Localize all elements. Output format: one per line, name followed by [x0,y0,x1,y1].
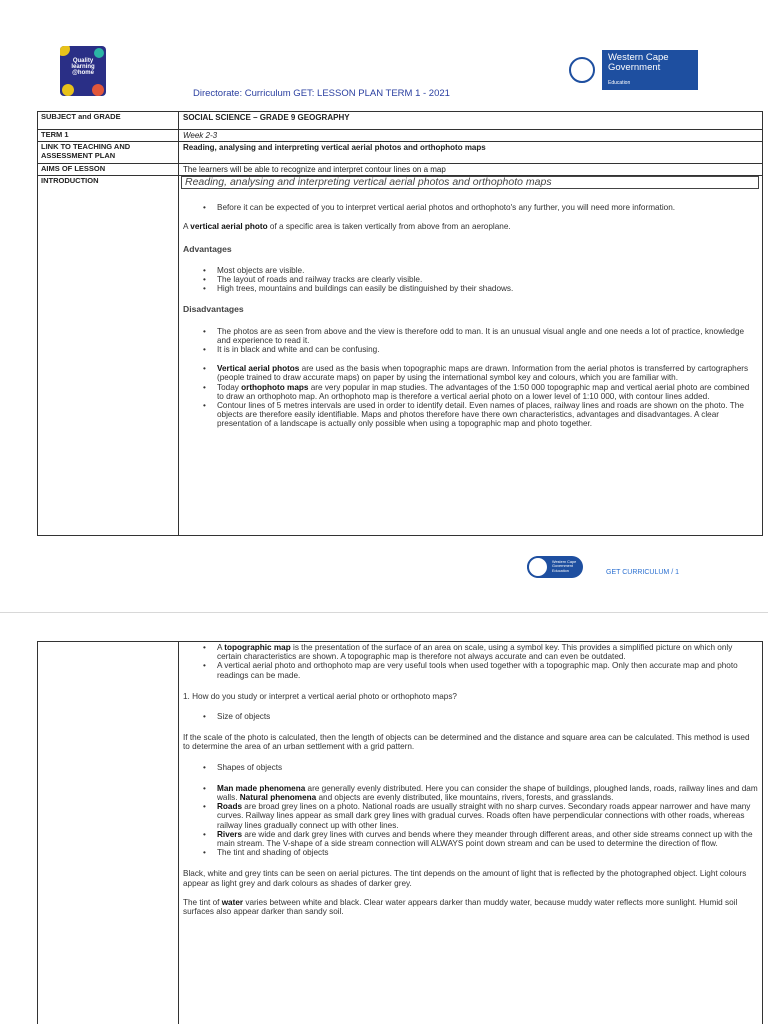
shapes-list [183,763,758,772]
subject-value: SOCIAL SCIENCE – GRADE 9 GEOGRAPHY [179,112,763,130]
list-item: • The photos are as seen from above and the view is therefore odd to man. It is an unusual visual angle and one needs a lot of practice, knowledge and experience to read it. [183,327,758,345]
list-item: • Most objects are visible. [183,266,758,275]
footer-wcg-logo: Western Cape Government Education [527,556,583,578]
continued-content [179,642,763,1024]
introduction-content [179,176,763,536]
definition-term: vertical aerial photo [190,222,268,232]
list-item: • It is in black and white and can be confusing. [183,345,758,354]
introduction-heading: Reading, analysing and interpreting vertical aerial photos and orthophoto maps [181,176,759,189]
link-label: LINK TO TEACHING AND ASSESSMENT PLAN [38,142,179,164]
link-value: Reading, analysing and interpreting vertical aerial photos and orthophoto maps [179,142,763,164]
aims-label: AIMS OF LESSON [38,164,179,176]
list-item: • A vertical aerial photo and orthophoto map are very useful tools when used together with a topographic map. Only then accurate map and photo readings can be made. [183,661,758,679]
question-heading: 1. How do you study or interpret a vertical aerial photo or orthophoto maps? [183,691,457,701]
list-item: • The layout of roads and railway tracks are clearly visible. [183,275,758,284]
logo-line-western-cape: Western Cape [608,52,669,63]
list-item: • High trees, mountains and buildings can easily be distinguished by their shadows. [183,284,758,293]
advantages-list [183,266,758,294]
western-cape-government-logo [562,50,698,90]
list-item: • Today orthophoto maps are very popular in map studies. The advantages of the 1:50 000 topographic map and vertical aerial photo are combined to draw an orthophoto map. An orthophoto map is therefore a vertical aerial photo on a lower level of 1:10 000, with contour lines added. [183,383,758,401]
subject-label: SUBJECT and GRADE [38,112,179,130]
topographic-list [183,643,758,680]
lesson-plan-table [37,111,763,536]
term-value: Week 2-3 [179,130,763,142]
phenomena-list [183,784,758,858]
detail-list [183,364,758,428]
logo-left-text: Quality learning @home [71,58,95,76]
table-row [38,130,763,142]
table-row [38,642,763,1024]
table-row [38,176,763,536]
quality-learning-logo [60,46,106,96]
table-row [38,112,763,130]
logo-line-government: Government [608,62,661,73]
size-list [183,712,758,721]
list-item: • Size of objects [183,712,758,721]
list-item: • Before it can be expected of you to interpret vertical aerial photos and orthophoto's any further, you will need more information. [183,203,758,212]
list-item: • Shapes of objects [183,763,758,772]
document-page-2 [0,613,768,1024]
definition-paragraph: A vertical aerial photo of a specific area is taken vertically from above from an aeroplane. [183,222,511,232]
intro-bullets [183,203,758,212]
list-item: • Roads are broad grey lines on a photo. National roads are usually straight with no sharp curves. Secondary roads appear narrower and have many curves. Railway lines appear as small dark grey lines with gradual curves. Roads often have perpendicular connections with other roads, whereas railway lines gradually connect up with other lines. [183,802,758,830]
water-paragraph: The tint of water varies between white and black. Clear water appears darker than muddy water, because muddy water reflects more sunlight. Humid soil surfaces also appear darker than sandy soil. [183,897,738,917]
size-paragraph: If the scale of the photo is calculated, then the length of objects can be determined and the distance and square area can be calculated. This method is used to determine the area of an urban settlement with a grid pattern. [183,733,750,752]
empty-label-cell [38,642,179,1024]
lesson-plan-table-continued [37,641,763,1024]
list-item: • Man made phenomena are generally evenly distributed. Here you can consider the shape of buildings, ploughed lands, roads, railway lines and dam walls. Natural phenomena and objects are evenly distributed, like mountains, rivers, forests, and grasslands. [183,784,758,802]
list-item: • Contour lines of 5 metres intervals are used in order to identify detail. Even names of places, railway lines and roads are shown on the photo. The objects are therefore easily identifiable. Maps and photos therefore have there own characteristics, advantages and disadvantages. A clear presentation of a landscape is actually only possible when using a topographic map and photo together. [183,401,758,429]
table-row [38,164,763,176]
advantages-heading: Advantages [183,243,232,254]
intro-label: INTRODUCTION [38,176,179,536]
disadvantages-heading: Disadvantages [183,304,244,315]
list-item: • Vertical aerial photos are used as the basis when topographic maps are drawn. Information from the aerial photos is transferred by cartographers (people trained to draw accurate maps) on paper by using the international symbol key and colours, which you are familiar with. [183,364,758,382]
disadvantages-list [183,327,758,355]
list-item: • Rivers are wide and dark grey lines with curves and bends where they meander through different areas, and other side streams connect up with the main stream. The V-shape of a side stream connection will ALWAYS point down stream and can be used to determine the direction of flow. [183,830,758,848]
table-row [38,142,763,164]
list-item: • The tint and shading of objects [183,848,758,857]
aims-value: The learners will be able to recognize and interpret contour lines on a map [179,164,763,176]
tint-paragraph: Black, white and grey tints can be seen on aerial pictures. The tint depends on the amount of light that is reflected by the photographed object. Light colours appear as light grey and dark colours as shades of darker grey. [183,869,747,888]
page-number-footer: GET CURRICULUM / 1 [606,569,679,576]
term-label: TERM 1 [38,130,179,142]
coat-of-arms-icon [527,556,549,578]
coat-of-arms-icon [562,50,602,90]
list-item: • A topographic map is the presentation of the surface of an area on scale, using a symbol key. This provides a simplified picture on which only certain characteristics are shown. A topographic map is therefore not always accurate and can even be outdated. [183,643,758,661]
directorate-title: Directorate: Curriculum GET: LESSON PLAN TERM 1 - 2021 [193,88,450,99]
logo-line-education: Education [608,80,631,86]
